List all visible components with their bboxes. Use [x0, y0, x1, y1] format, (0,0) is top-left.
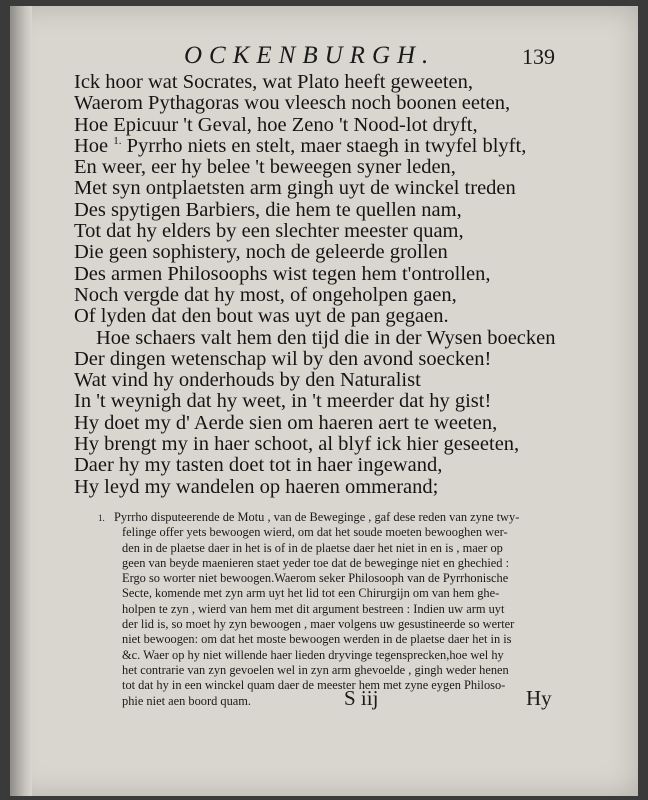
page-number: 139: [522, 44, 555, 69]
verse-line: Ick hoor wat Socrates, wat Plato heeft geweeten,: [74, 71, 474, 93]
verse-line: Tot dat hy elders by een slechter meester quam,: [74, 220, 464, 243]
page-gutter: [10, 6, 32, 796]
footnote: [98, 510, 568, 709]
verse-line: Hoe schaers valt hem den tijd die in der Wysen boecken: [96, 326, 556, 349]
verse-line: In 't weynigh dat hy weet, in 't meerder dat hy gist!: [74, 390, 492, 413]
verse-line: Hoe $^{1.}$ Pyrrho niets en stelt, maer staegh in twyfel blyft,: [74, 134, 527, 157]
verse-block: [74, 72, 594, 498]
verse-line: Wat vind hy onderhouds by den Naturalist: [74, 369, 421, 392]
verse-line: Des armen Philosoophs wist tegen hem t'ontrollen,: [74, 262, 491, 285]
verse-line: Hy brengt my in haer schoot, al blyf ick hier geseeten,: [74, 433, 520, 456]
footnote-line: 1. Pyrrho disputeerende de Motu , van de Beweginge , gaf dese reden van zyne twy-: [98, 510, 568, 525]
verse-line: Der dingen wetenschap wil by den avond soecken!: [74, 347, 492, 370]
catchword: Hy: [526, 686, 552, 710]
running-title: OCKENBURGH.: [184, 42, 436, 69]
footnote-reference: 1.: [113, 135, 122, 148]
signature-mark: S iij: [344, 686, 379, 710]
footnote-line: Secte, komende met zyn arm uyt het lid tot een Chirurgijn om van hem ghe-: [122, 586, 500, 601]
footnote-line: Ergo so worter niet bewoogen.Waerom seker Philosooph van de Pyrrhonische: [122, 571, 509, 586]
footnote-line: &c. Waer op hy niet willende haer lieden dryvinge tegensprecken,hoe wel hy: [122, 647, 504, 662]
footnote-line: felinge offer yets bewoogen wierd, om dat het soude moeten bewooghen wer-: [122, 525, 508, 540]
footnote-line: niet bewoogen: om dat het moste bewoogen werden in de plaetse daer het in is: [122, 632, 512, 647]
verse-line: Noch vergde dat hy most, of ongeholpen gaen,: [74, 283, 457, 306]
verse-line: Die geen sophistery, noch de geleerde grollen: [74, 241, 448, 264]
book-page: [10, 6, 638, 796]
footnote-line: der lid is, so moet hy zyn bewoogen , maer volgens uw gesustineerde so werter: [122, 617, 515, 632]
verse-line: Waerom Pythagoras wou vleesch noch boonen eeten,: [74, 92, 511, 115]
footnote-line: den in de plaetse daer in het is of in de plaetse daer het niet in en is , maer op: [122, 540, 503, 555]
footnote-line: geen van beyde maenieren staet yeder toe dat de beweginge niet en ghechied :: [122, 555, 510, 570]
footnote-line: phie niet aen boord quam.: [122, 693, 252, 708]
page-header: [10, 42, 638, 72]
verse-line: Hoe Epicuur 't Geval, hoe Zeno 't Nood-lot dryft,: [74, 113, 478, 136]
verse-line: Of lyden dat den bout was uyt de pan gegaen.: [74, 305, 449, 328]
page-footer: [10, 686, 638, 716]
footnote-line: holpen te zyn , wierd van hem met dit argument bestreen : Indien uw arm uyt: [122, 601, 505, 616]
verse-line: En weer, eer hy belee 't beweegen syner leden,: [74, 156, 456, 179]
verse-line: Hy doet my d' Aerde sien om haeren aert te weeten,: [74, 411, 498, 434]
footnote-line: het contrarie van zyn gevoelen wel in zyn arm ghevoelde , gingh weder henen: [122, 662, 509, 677]
verse-line: Daer hy my tasten doet tot in haer ingewand,: [74, 454, 443, 477]
verse-line: Met syn ontplaetsten arm gingh uyt de winckel treden: [74, 177, 516, 200]
verse-line: Hy leyd my wandelen op haeren ommerand;: [74, 475, 439, 498]
footnote-marker: 1.: [98, 513, 105, 523]
verse-line: Des spytigen Barbiers, die hem te quellen nam,: [74, 198, 462, 221]
footnote-line: tot dat hy in een winckel quam daer de meester hem met zyne eygen Philoso-: [122, 678, 506, 693]
